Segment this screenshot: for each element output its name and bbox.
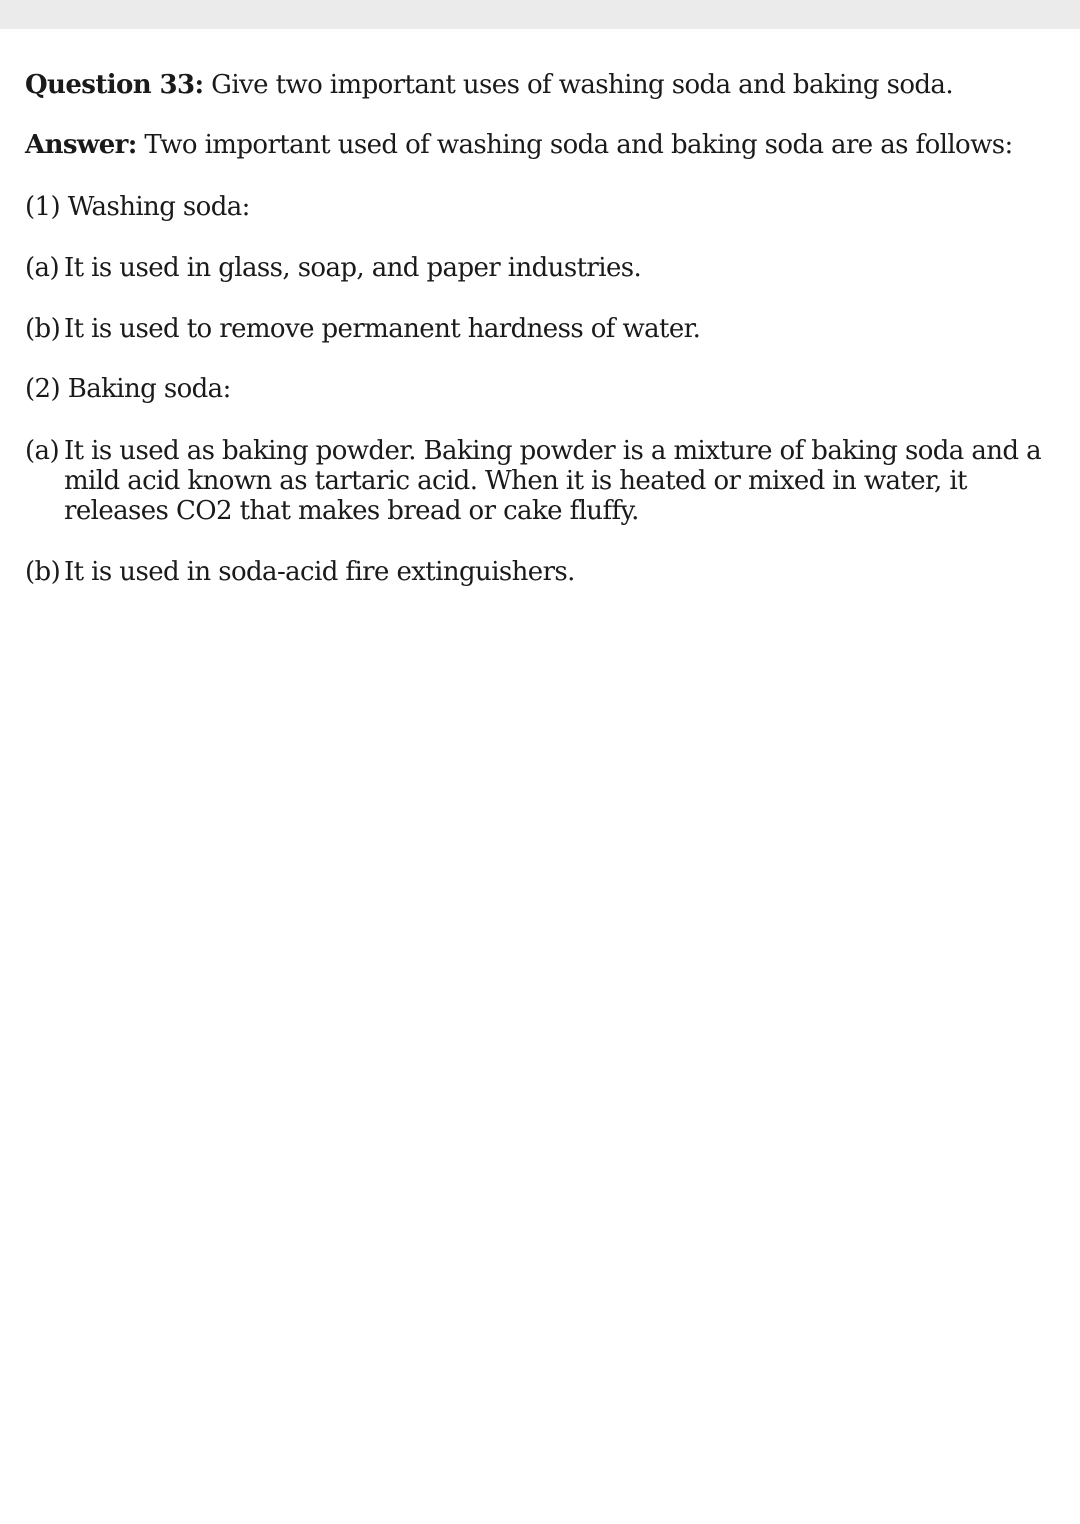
list-item-marker: (a) xyxy=(25,436,59,466)
question xyxy=(25,70,953,100)
list-item-marker: (a) xyxy=(25,253,59,283)
list-item-text: It is used in glass, soap, and paper industries. xyxy=(64,253,642,283)
list-item-text: It is used as baking powder. Baking powder is a mixture of baking soda and a mild acid known as tartaric acid. When it is heated or mixed in water, it releases CO2 that makes bread or cake fluffy. xyxy=(64,436,1042,526)
list-item xyxy=(25,557,1050,587)
top-bar xyxy=(0,0,1080,29)
question-label: Question 33: xyxy=(25,70,204,100)
question-text: Give two important uses of washing soda and baking soda. xyxy=(203,70,953,100)
answer xyxy=(25,130,1013,160)
answer-text: Two important used of washing soda and baking soda are as follows: xyxy=(136,130,1013,160)
answer-label: Answer: xyxy=(25,130,137,160)
list-item-marker: (b) xyxy=(25,557,61,587)
list-item-text: It is used to remove permanent hardness of water. xyxy=(64,314,701,344)
list-item-text: It is used in soda-acid fire extinguishers. xyxy=(64,557,575,587)
list-item xyxy=(25,314,1050,344)
list-item xyxy=(25,436,1050,526)
section-heading-washing-soda: (1) Washing soda: xyxy=(25,192,250,222)
list-item xyxy=(25,253,1050,283)
section-heading-baking-soda: (2) Baking soda: xyxy=(25,374,231,404)
list-item-marker: (b) xyxy=(25,314,61,344)
